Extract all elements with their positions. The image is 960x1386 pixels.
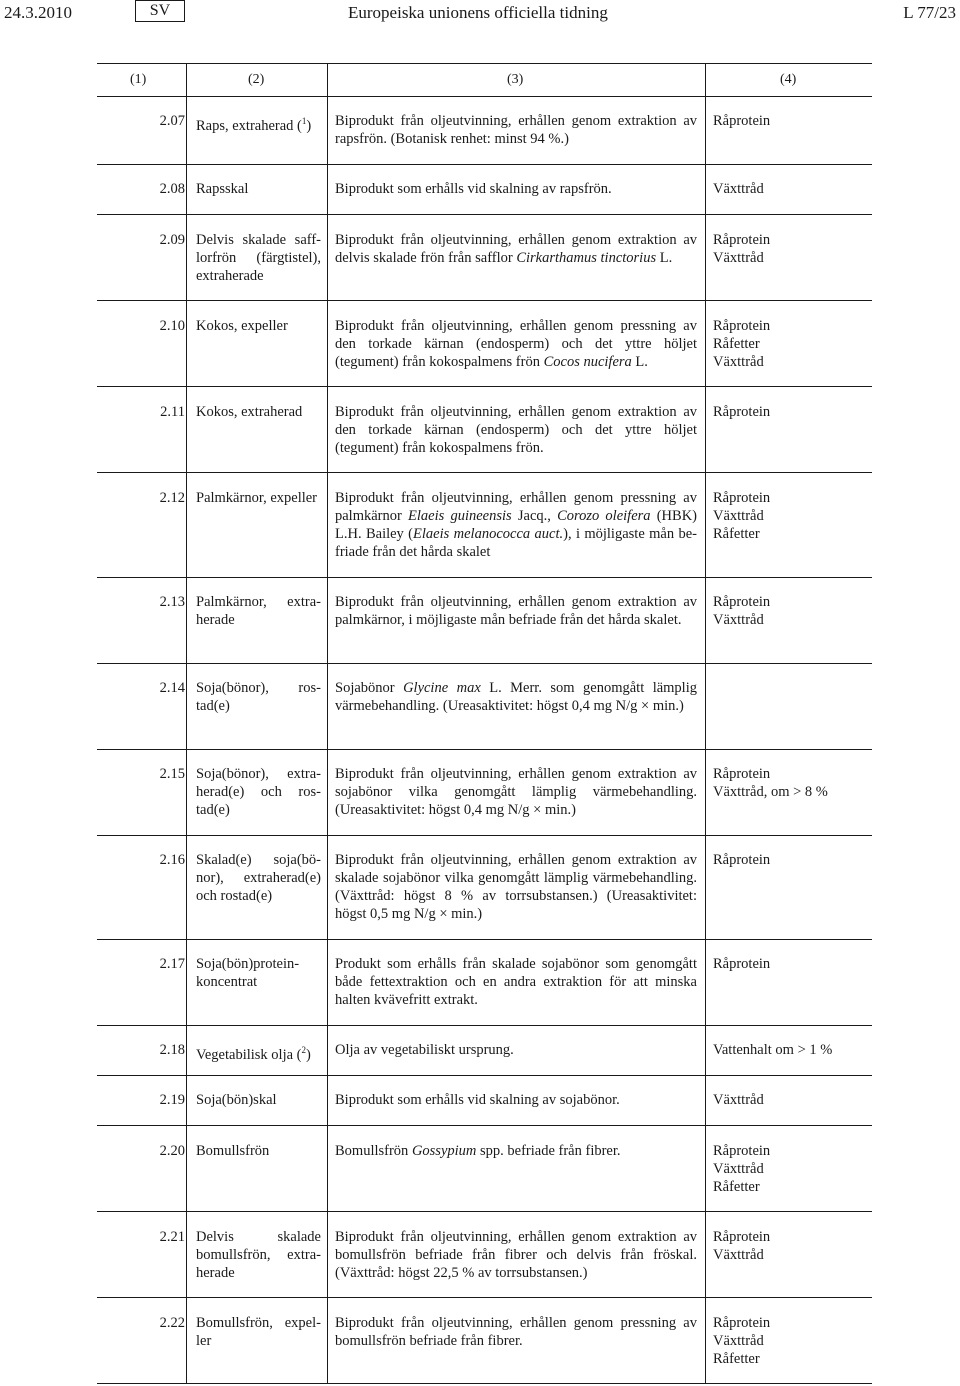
feed-description: Sojabönor Glycine max L. Merr. som genomgått lämplig värmebehandling. (Ureasaktivitet: högst 0,4 mg N/g × min.) — [335, 680, 697, 714]
row-number: 2.10 — [159, 318, 185, 334]
declaration-item: Råfetter — [713, 526, 760, 542]
row-number: 2.15 — [159, 766, 185, 782]
declaration-item: Råprotein — [713, 852, 771, 868]
row-number: 2.14 — [159, 680, 185, 696]
column-header-4: (4) — [780, 72, 797, 87]
row-number: 2.12 — [159, 490, 185, 506]
feed-description: Biprodukt från oljeutvinning, erhållen genom extraktion av den torkade kärnan (endosperm) och det yttre höljet (tegument) från kokospalmens frön. — [335, 404, 697, 456]
table-bottom-rule — [97, 1383, 872, 1384]
column-divider — [705, 63, 706, 1384]
feed-description: Biprodukt från oljeutvinning, erhållen genom extraktion av rapsfrön. (Botanisk renhet: minst 94 %.) — [335, 113, 697, 147]
column-header-3: (3) — [507, 72, 524, 87]
row-number: 2.09 — [159, 232, 185, 248]
feed-name: Soja(bönor), rostad(e) — [196, 680, 321, 714]
declaration-item: Växttråd — [713, 181, 764, 197]
column-header-1: (1) — [130, 72, 147, 87]
declaration-list — [713, 317, 868, 371]
row-number: 2.08 — [159, 181, 185, 197]
feed-name: Raps, extraherad ($^1$) — [196, 116, 312, 134]
row-separator — [97, 939, 872, 940]
declaration-list — [713, 489, 868, 543]
journal-title: Europeiska unionens officiella tidning — [348, 3, 608, 22]
feed-name: Bomullsfrön — [196, 1143, 270, 1159]
declaration-item: Råprotein — [713, 490, 771, 506]
declaration-item: Råprotein — [713, 766, 771, 782]
declaration-list — [713, 231, 868, 267]
feed-description: Biprodukt från oljeutvinning, erhållen genom extraktion av skalade sojabönor vilka genomgått lämplig värmebehandling. (Växttråd: högst 8 % av torrsubstansen.) (Ureasaktivitet: högst 0,5 mg N/g × min.) — [335, 852, 697, 922]
row-separator — [97, 472, 872, 473]
row-separator — [97, 1125, 872, 1126]
row-separator — [97, 577, 872, 578]
feed-name: Kokos, expeller — [196, 318, 288, 334]
feed-name: Bomullsfrön, expeller — [196, 1315, 321, 1349]
declaration-item: Råprotein — [713, 1143, 771, 1159]
row-number: 2.11 — [160, 404, 185, 420]
row-number: 2.22 — [159, 1315, 185, 1331]
row-separator — [97, 386, 872, 387]
declaration-list — [713, 593, 868, 629]
declaration-list — [713, 403, 868, 421]
row-separator — [97, 164, 872, 165]
feed-description: Biprodukt från oljeutvinning, erhållen genom pressning av den torkade kärnan (endosperm) och det yttre höljet (tegument) från kokospalmens frön Cocos nucifera L. — [335, 318, 697, 370]
declaration-item: Råprotein — [713, 1315, 771, 1331]
row-separator — [97, 663, 872, 664]
feed-name: Delvis skalade bomullsfrön, extraherade — [196, 1229, 321, 1281]
feed-description: Biprodukt från oljeutvinning, erhållen genom extraktion av bomullsfrön befriade från fibrer och delvis från fröskal. (Växttråd: högst 22,5 % av torrsubstansen.) — [335, 1229, 697, 1281]
declaration-list — [713, 1142, 868, 1196]
feed-name: Delvis skalade safflorfrön (färgtistel), extraherade — [196, 232, 321, 284]
feed-description: Bomullsfrön Gossypium spp. befriade från fibrer. — [335, 1143, 621, 1159]
feed-description: Biprodukt som erhålls vid skalning av sojabönor. — [335, 1092, 620, 1108]
declaration-item: Växttråd — [713, 1092, 764, 1108]
declaration-list — [713, 1228, 868, 1264]
table-top-rule — [97, 63, 872, 64]
declaration-item: Växttråd — [713, 250, 764, 266]
feed-name: Palmkärnor, expeller — [196, 490, 318, 506]
declaration-item: Råprotein — [713, 318, 771, 334]
feed-name: Vegetabilisk olja ($^2$) — [196, 1045, 311, 1063]
declaration-item: Råprotein — [713, 232, 771, 248]
feed-description: Biprodukt från oljeutvinning, erhållen genom extraktion av palmkärnor, i möjligaste mån befriade från det hårda skalet. — [335, 594, 697, 628]
declaration-list — [713, 1091, 868, 1109]
declaration-list — [713, 1041, 868, 1059]
column-divider — [327, 63, 328, 1384]
feed-description: Biprodukt från oljeutvinning, erhållen genom extraktion av sojabönor vilka genomgått lämplig värmebehandling. (Ureasaktivitet: högst 0,4 mg N/g × min.) — [335, 766, 697, 818]
row-number: 2.21 — [159, 1229, 185, 1245]
feed-name: Skalad(e) soja(bönor), extraherad(e) och rostad(e) — [196, 852, 321, 904]
page-header — [0, 0, 960, 30]
declaration-list — [713, 1314, 868, 1368]
row-number: 2.16 — [159, 852, 185, 868]
feed-description: Biprodukt från oljeutvinning, erhållen genom pressning av bomullsfrön befriade från fibrer. — [335, 1315, 697, 1349]
row-number: 2.17 — [159, 956, 185, 972]
declaration-item: Råprotein — [713, 404, 771, 420]
feed-description: Biprodukt som erhålls vid skalning av rapsfrön. — [335, 181, 612, 197]
row-separator — [97, 1075, 872, 1076]
row-separator — [97, 749, 872, 750]
feed-name: Kokos, extraherad — [196, 404, 303, 420]
feed-description: Produkt som erhålls från skalade sojabönor som genomgått både fettextraktion och en andra extraktion för att minska halten kvävefritt extrakt. — [335, 956, 697, 1008]
row-number: 2.20 — [159, 1143, 185, 1159]
row-separator — [97, 1211, 872, 1212]
column-divider — [186, 63, 187, 1384]
publication-date: 24.3.2010 — [4, 3, 72, 22]
feed-name: Palmkärnor, extraherade — [196, 594, 321, 628]
row-number: 2.18 — [159, 1042, 185, 1058]
feed-description: Biprodukt från oljeutvinning, erhållen genom extraktion av delvis skalade frön från safflor Cirkarthamus tinctorius L. — [335, 232, 697, 266]
feed-name: Rapsskal — [196, 181, 249, 197]
declaration-item: Råfetter — [713, 1179, 760, 1195]
declaration-list — [713, 851, 868, 869]
declaration-item: Växttråd — [713, 508, 764, 524]
declaration-item: Råprotein — [713, 1229, 771, 1245]
page-number: L 77/23 — [903, 3, 956, 22]
row-separator — [97, 214, 872, 215]
declaration-item: Växttråd — [713, 354, 764, 370]
declaration-list — [713, 955, 868, 973]
feed-description: Olja av vegetabiliskt ursprung. — [335, 1042, 514, 1058]
declaration-item: Råfetter — [713, 1351, 760, 1367]
declaration-item: Växttråd — [713, 1333, 764, 1349]
row-separator — [97, 300, 872, 301]
row-number: 2.13 — [159, 594, 185, 610]
row-separator — [97, 1025, 872, 1026]
declaration-list — [713, 112, 868, 130]
declaration-item: Växttråd, om > 8 % — [713, 784, 828, 800]
feed-name: Soja(bön)skal — [196, 1092, 277, 1108]
row-number: 2.07 — [159, 113, 185, 129]
feed-name: Soja(bönor), extraherad(e) och rostad(e) — [196, 766, 321, 818]
declaration-item: Råfetter — [713, 336, 760, 352]
feed-description: Biprodukt från oljeutvinning, erhållen genom pressning av palmkärnor Elaeis guineensis Jacq., Corozo oleifera (HBK) L.H. Bailey (Elaeis melanococca auct.), i möjligaste mån befriade från det hårda skalet — [335, 490, 698, 560]
row-separator — [97, 835, 872, 836]
row-separator — [97, 1297, 872, 1298]
declaration-item: Vattenhalt om > 1 % — [713, 1042, 833, 1058]
row-number: 2.19 — [159, 1092, 185, 1108]
declaration-item: Växttråd — [713, 1161, 764, 1177]
declaration-item: Råprotein — [713, 113, 771, 129]
declaration-item: Växttråd — [713, 612, 764, 628]
declaration-item: Råprotein — [713, 594, 771, 610]
feed-name: Soja(bön)proteinkoncentrat — [196, 956, 300, 990]
column-header-2: (2) — [248, 72, 265, 87]
declaration-list — [713, 765, 868, 801]
declaration-item: Växttråd — [713, 1247, 764, 1263]
language-badge: SV — [135, 0, 185, 22]
declaration-item: Råprotein — [713, 956, 771, 972]
table-header-rule — [97, 96, 872, 97]
declaration-list — [713, 180, 868, 198]
